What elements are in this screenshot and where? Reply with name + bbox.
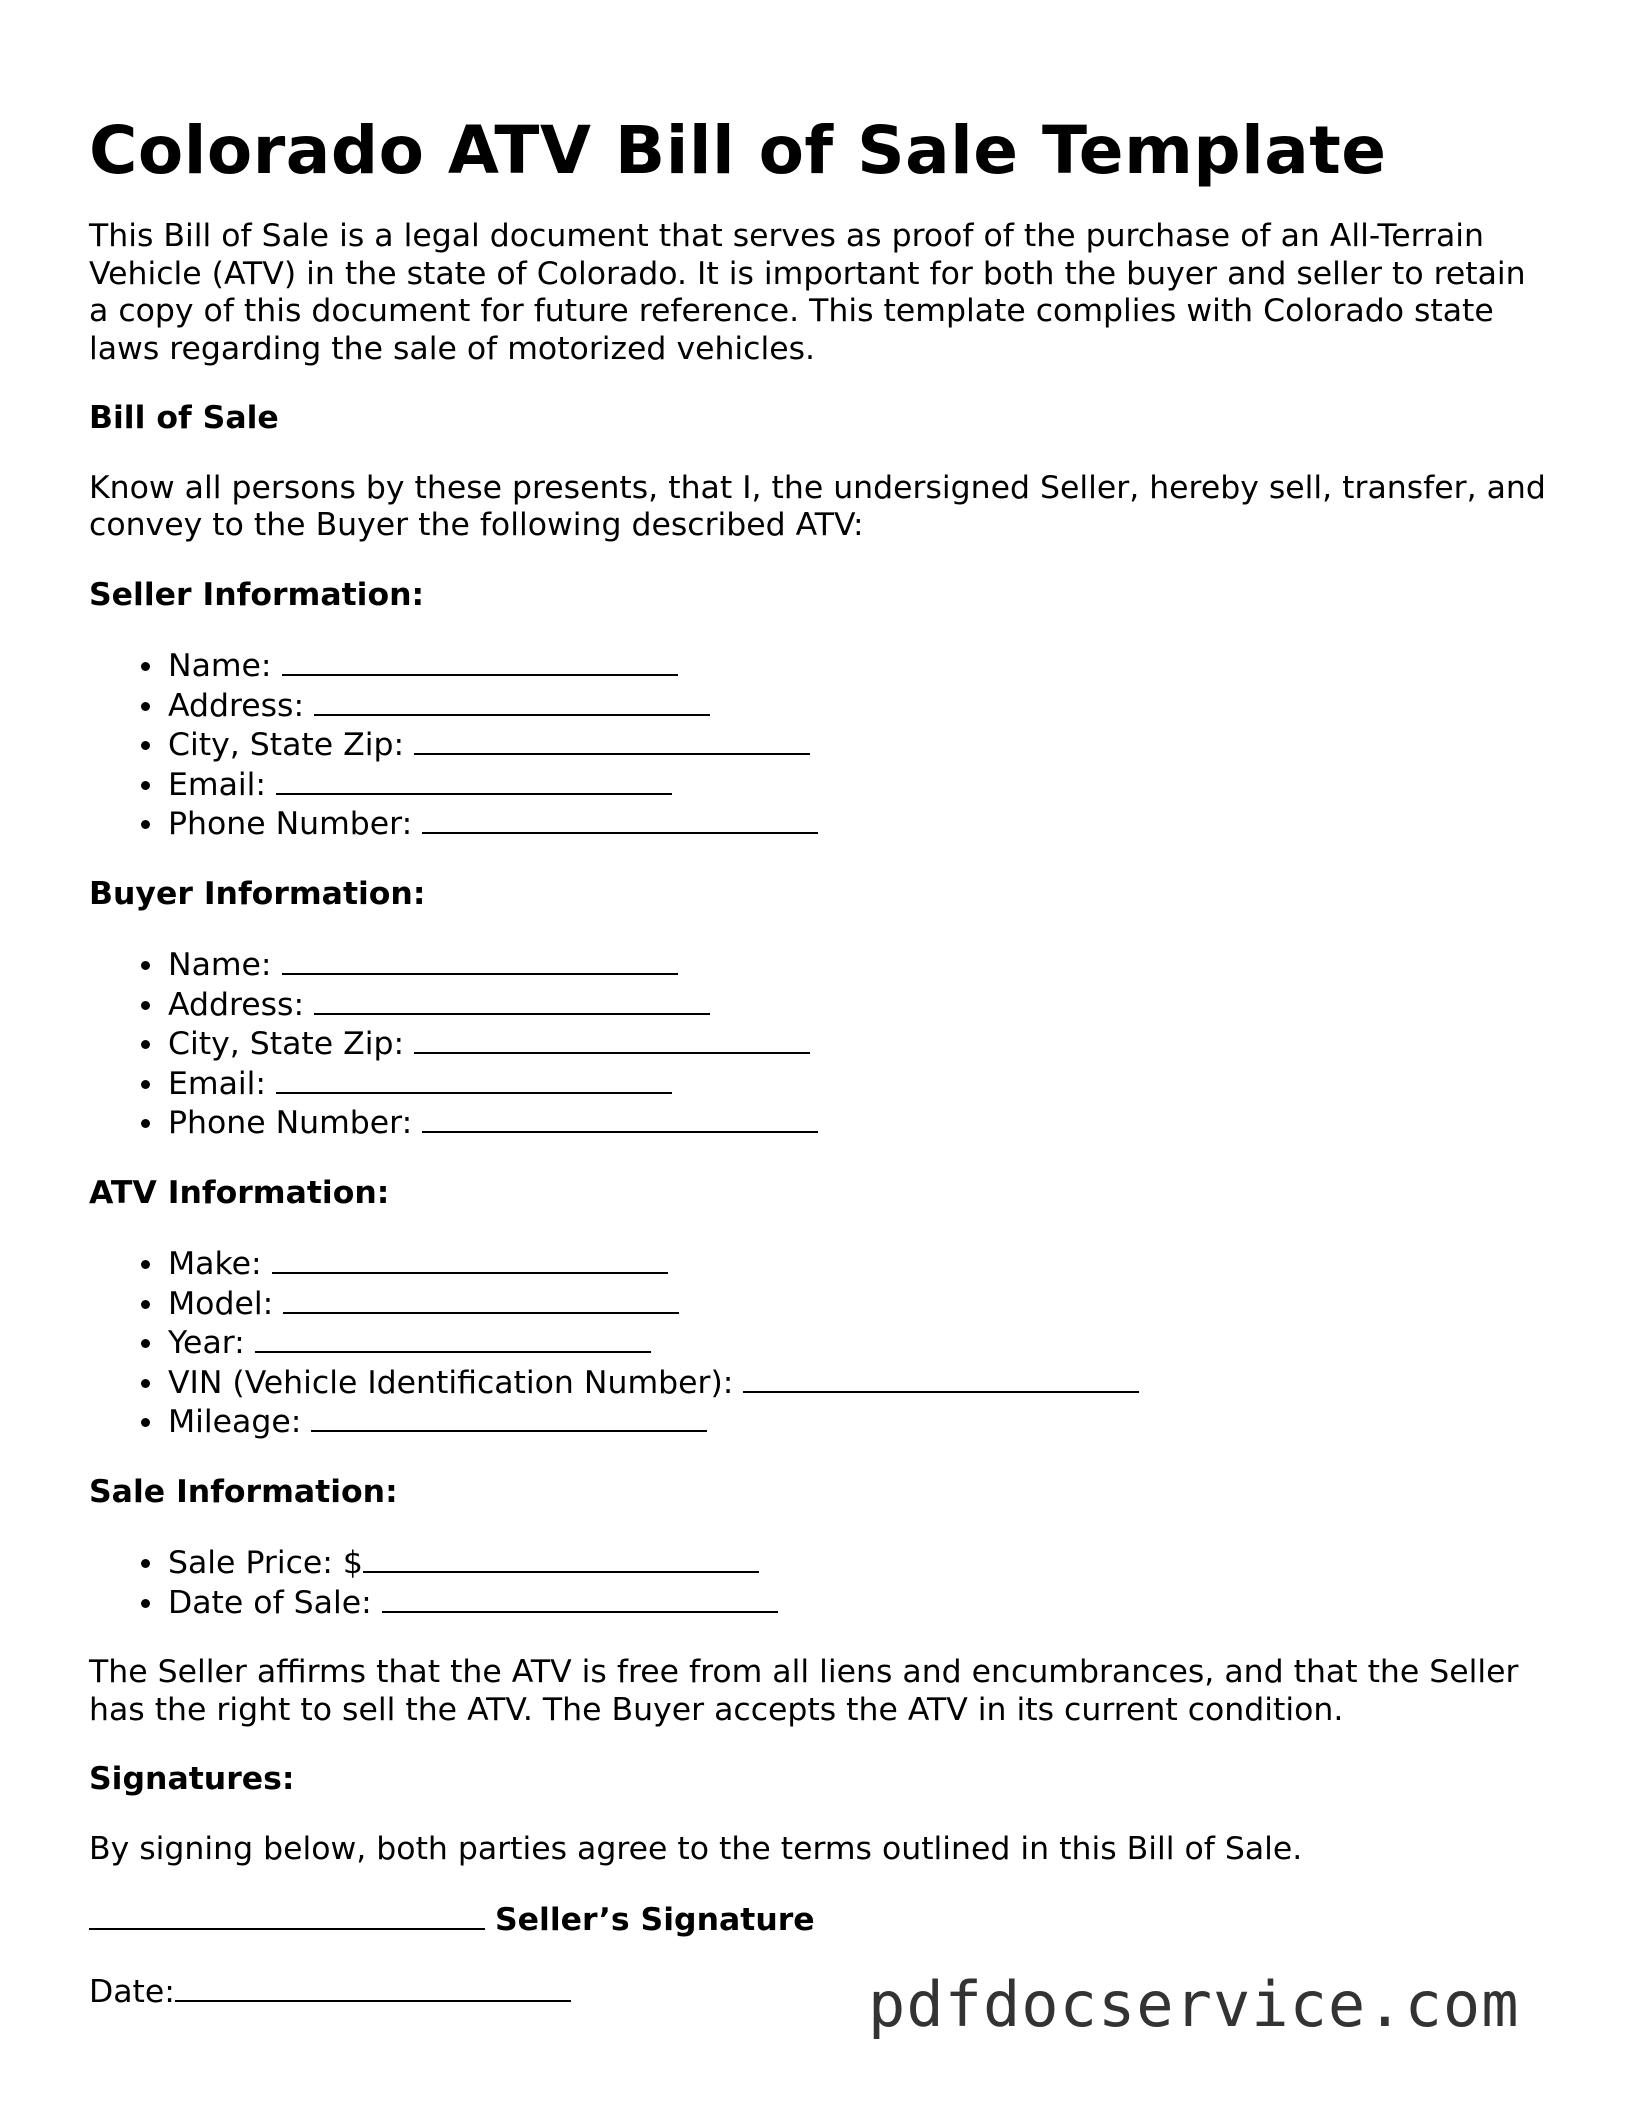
list-item (168, 945, 1549, 985)
bill-of-sale-heading: Bill of Sale (89, 400, 279, 436)
seller-email-label: Email: (168, 766, 267, 803)
signature-date-blank[interactable] (175, 1972, 571, 2002)
list-item (168, 1064, 1549, 1104)
atv-vin-label: VIN (Vehicle Identification Number): (168, 1364, 734, 1401)
sale-price-label: Sale Price: $ (168, 1545, 363, 1581)
list-item (168, 1323, 1549, 1363)
sale-price-blank[interactable] (363, 1543, 759, 1573)
sale-date-blank[interactable] (382, 1583, 778, 1613)
list-item (168, 1402, 1549, 1442)
seller-phone-blank[interactable] (422, 804, 818, 834)
seller-signature-blank[interactable] (89, 1900, 485, 1930)
list-item (168, 765, 1549, 805)
signatures-heading: Signatures: (89, 1761, 295, 1797)
buyer-email-blank[interactable] (276, 1064, 672, 1094)
atv-heading: ATV Information: (89, 1174, 390, 1211)
atv-year-label: Year: (168, 1325, 245, 1361)
buyer-field-list (89, 945, 1549, 1143)
watermark-text: pdfdocservice.com (868, 1968, 1520, 2041)
list-item (168, 985, 1549, 1025)
seller-city-label: City, State Zip: (168, 727, 405, 763)
atv-model-label: Model: (168, 1285, 274, 1322)
seller-field-list (89, 646, 1549, 844)
list-item (168, 646, 1549, 686)
seller-address-label: Address: (168, 687, 305, 724)
buyer-phone-blank[interactable] (422, 1103, 818, 1133)
list-item (168, 804, 1549, 844)
atv-model-blank[interactable] (283, 1284, 679, 1314)
intro-paragraph: This Bill of Sale is a legal document that serves as proof of the purchase of an All-Terrain Vehicle (ATV) in the state of Colorado. It is important for both the buyer and seller to retain a copy of this document for future reference. This template complies with Colorado state laws regarding the sale of motorized vehicles. (89, 218, 1526, 367)
list-item (168, 1543, 1549, 1583)
buyer-heading: Buyer Information: (89, 875, 426, 912)
buyer-name-label: Name: (168, 947, 272, 983)
list-item (168, 1284, 1549, 1324)
seller-address-blank[interactable] (314, 686, 710, 716)
atv-mileage-blank[interactable] (311, 1402, 707, 1432)
list-item (168, 1244, 1549, 1284)
list-item (168, 1103, 1549, 1143)
atv-make-label: Make: (168, 1246, 262, 1282)
list-item (168, 725, 1549, 765)
signature-date-label: Date: (89, 1973, 175, 2010)
sale-heading: Sale Information: (89, 1473, 398, 1510)
buyer-name-blank[interactable] (282, 945, 678, 975)
signatures-text: By signing below, both parties agree to the terms outlined in this Bill of Sale. (89, 1830, 1303, 1867)
list-item (168, 1583, 1549, 1623)
seller-city-blank[interactable] (414, 725, 810, 755)
affirmation-paragraph: The Seller affirms that the ATV is free from all liens and encumbrances, and that the Seller has the right to sell the ATV. The Buyer accepts the ATV in its current condition. (89, 1654, 1519, 1728)
list-item (168, 1024, 1549, 1064)
atv-make-blank[interactable] (272, 1244, 668, 1274)
document-page (89, 110, 1549, 2043)
bill-of-sale-text: Know all persons by these presents, that I, the undersigned Seller, hereby sell, transfer, and convey to the Buyer the following described ATV: (89, 469, 1546, 543)
atv-mileage-label: Mileage: (168, 1404, 302, 1440)
list-item (168, 1363, 1549, 1403)
page-title: Colorado ATV Bill of Sale Template (89, 112, 1387, 189)
sale-date-label: Date of Sale: (168, 1584, 372, 1621)
seller-email-blank[interactable] (276, 765, 672, 795)
buyer-address-label: Address: (168, 986, 305, 1023)
buyer-email-label: Email: (168, 1065, 267, 1102)
seller-phone-label: Phone Number: (168, 806, 413, 842)
buyer-city-label: City, State Zip: (168, 1026, 405, 1062)
seller-signature-row (89, 1900, 1549, 1940)
seller-name-label: Name: (168, 648, 272, 684)
atv-vin-blank[interactable] (743, 1363, 1139, 1393)
seller-heading: Seller Information: (89, 576, 425, 613)
buyer-address-blank[interactable] (314, 985, 710, 1015)
sale-field-list (89, 1543, 1549, 1622)
buyer-city-blank[interactable] (414, 1024, 810, 1054)
list-item (168, 686, 1549, 726)
buyer-phone-label: Phone Number: (168, 1105, 413, 1141)
seller-name-blank[interactable] (282, 646, 678, 676)
atv-year-blank[interactable] (255, 1323, 651, 1353)
seller-signature-label: Seller’s Signature (495, 1902, 815, 1938)
atv-field-list (89, 1244, 1549, 1442)
